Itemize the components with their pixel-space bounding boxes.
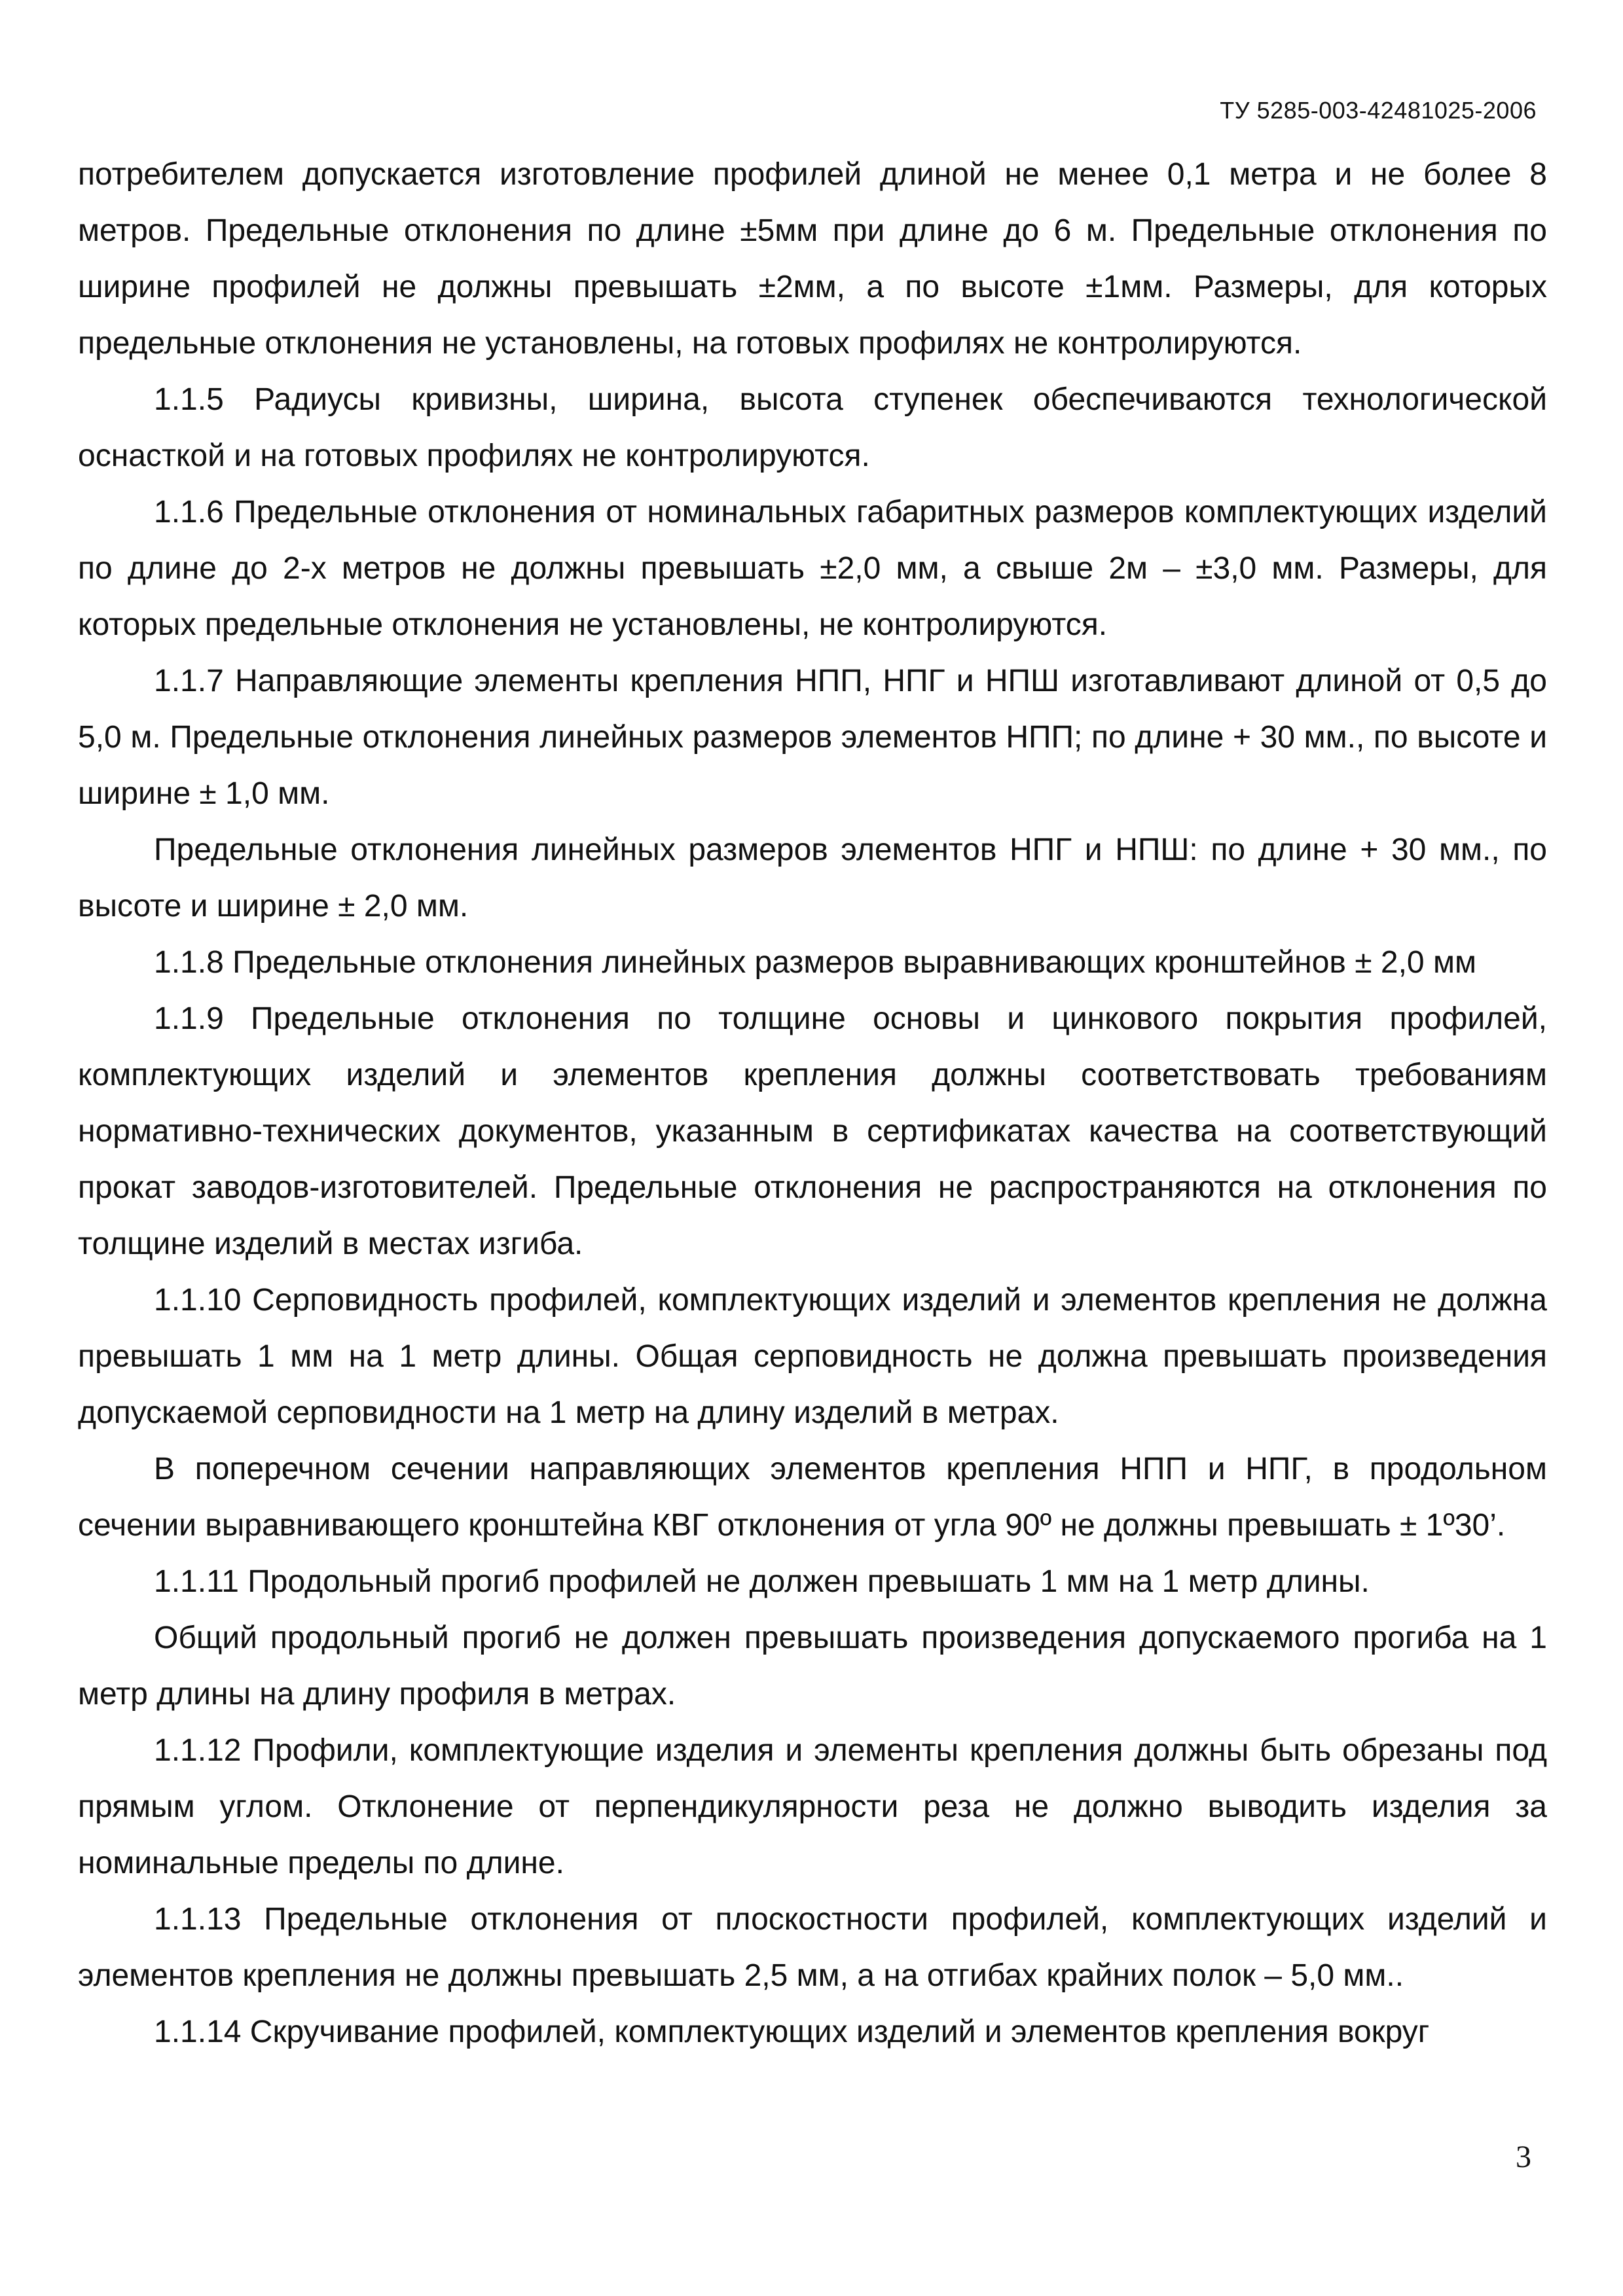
paragraph-continuation: потребителем допускается изготовление профилей длиной не менее 0,1 метра и не более 8 метров. Предельные отклонения по длине ±5мм при длине до 6 м. Предельные отклонения по ширине профилей не должны превышать ±2мм, а по высоте ±1мм. Размеры, для которых предельные отклонения не установлены, на готовых профилях не контролируются.	[78, 157, 1547, 361]
paragraph-1-1-14: 1.1.14 Скручивание профилей, комплектующих изделий и элементов крепления вокруг	[154, 2015, 1430, 2049]
paragraph-1-1-9: 1.1.9 Предельные отклонения по толщине основы и цинкового покрытия профилей, комплектующих изделий и элементов крепления должны соответствовать требованиям нормативно-технических документов, указанным в сертификатах качества на соответствующий прокат заводов-изготовителей. Предельные отклонения не распространяются на отклонения по толщине изделий в местах изгиба.	[78, 1001, 1547, 1261]
paragraph-1-1-10: 1.1.10 Серповидность профилей, комплектующих изделий и элементов крепления не должна превышать 1 мм на 1 метр длины. Общая серповидность не должна превышать произведения допускаемой серповидности на 1 метр на длину изделий в метрах.	[78, 1283, 1547, 1430]
paragraph-1-1-13: 1.1.13 Предельные отклонения от плоскостности профилей, комплектующих изделий и элементов крепления не должны превышать 2,5 мм, а на отгибах крайних полок – 5,0 мм..	[78, 1902, 1547, 1993]
paragraph-1-1-6: 1.1.6 Предельные отклонения от номинальных габаритных размеров комплектующих изделий по длине до 2-х метров не должны превышать ±2,0 мм, а свыше 2м – ±3,0 мм. Размеры, для которых предельные отклонения не установлены, не контролируются.	[78, 495, 1547, 642]
document-code-header: ТУ 5285-003-42481025-2006	[1220, 97, 1537, 124]
paragraph-1-1-5: 1.1.5 Радиусы кривизны, ширина, высота ступенек обеспечиваются технологической оснасткой и на готовых профилях не контролируются.	[78, 382, 1547, 473]
paragraph-1-1-7-continued: Предельные отклонения линейных размеров элементов НПГ и НПШ: по длине + 30 мм., по высоте и ширине ± 2,0 мм.	[78, 833, 1547, 924]
page-number: 3	[1516, 2140, 1531, 2174]
document-body	[78, 147, 1547, 2060]
paragraph-1-1-7: 1.1.7 Направляющие элементы крепления НПП, НПГ и НПШ изготавливают длиной от 0,5 до 5,0 м. Предельные отклонения линейных размеров элементов НПП; по длине + 30 мм., по высоте и ширине ± 1,0 мм.	[78, 664, 1547, 811]
paragraph-1-1-11-continued: Общий продольный прогиб не должен превышать произведения допускаемого прогиба на 1 метр длины на длину профиля в метрах.	[78, 1621, 1547, 1712]
paragraph-1-1-8: 1.1.8 Предельные отклонения линейных размеров выравнивающих кронштейнов ± 2,0 мм	[154, 945, 1476, 980]
paragraph-1-1-10-continued: В поперечном сечении направляющих элементов крепления НПП и НПГ, в продольном сечении выравнивающего кронштейна КВГ отклонения от угла 90º не должны превышать ± 1º30’.	[78, 1452, 1547, 1543]
paragraph-1-1-12: 1.1.12 Профили, комплектующие изделия и элементы крепления должны быть обрезаны под прямым углом. Отклонение от перпендикулярности реза не должно выводить изделия за номинальные пределы по длине.	[78, 1733, 1547, 1880]
paragraph-1-1-11: 1.1.11 Продольный прогиб профилей не должен превышать 1 мм на 1 метр длины.	[154, 1564, 1370, 1599]
